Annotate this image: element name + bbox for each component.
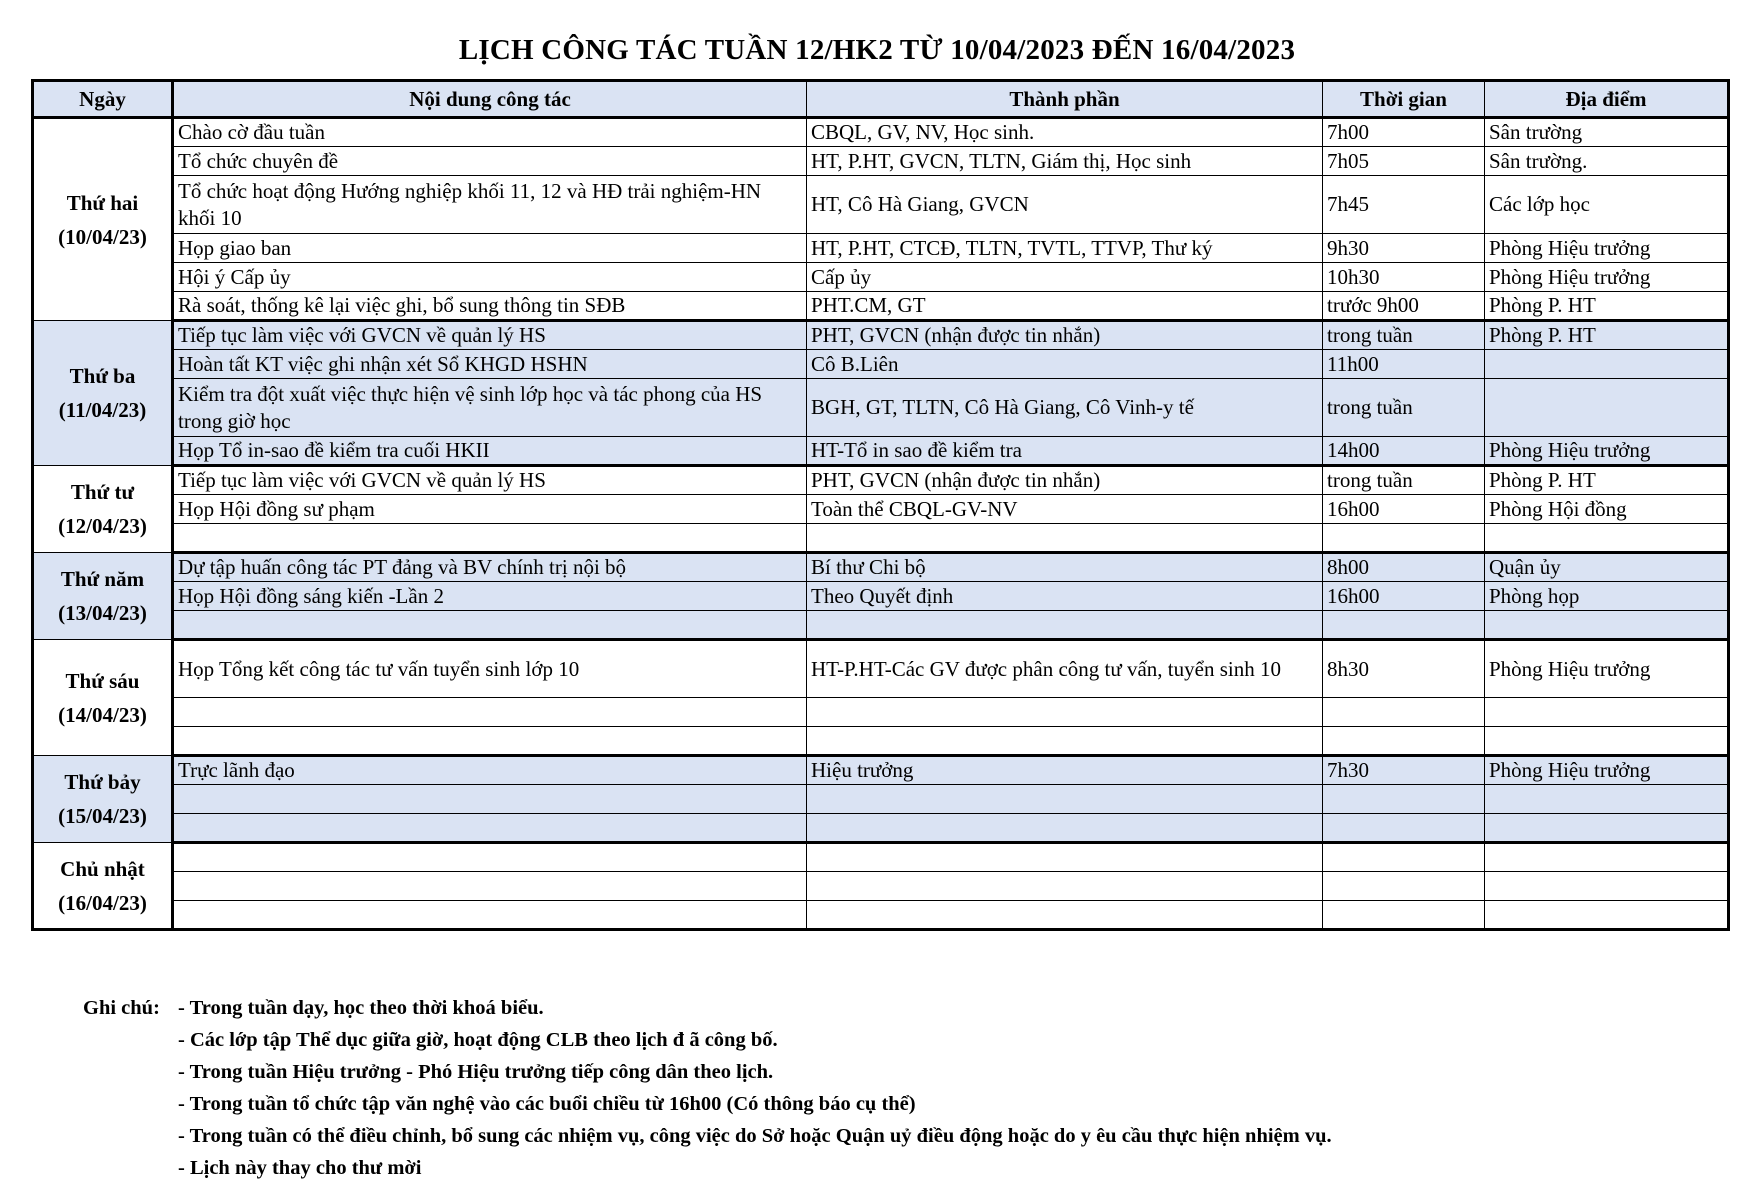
cell-members: Cấp ủy: [807, 263, 1323, 292]
cell-content: [173, 901, 807, 930]
cell-members: [807, 698, 1323, 727]
cell-place: Phòng Hiệu trưởng: [1485, 263, 1729, 292]
day-cell: [33, 640, 173, 756]
cell-time: 7h45: [1323, 176, 1485, 234]
cell-time: trong tuần: [1323, 379, 1485, 437]
note-item: - Các lớp tập Thể dục giữa giờ, hoạt động CLB theo lịch đ ã công bố.: [178, 1029, 778, 1051]
cell-content: Kiểm tra đột xuất việc thực hiện vệ sinh lớp học và tác phong của HS trong giờ học: [173, 379, 807, 437]
day-date: (12/04/23): [58, 514, 147, 538]
cell-place: Phòng Hiệu trưởng: [1485, 640, 1729, 698]
cell-content: Họp Tổng kết công tác tư vấn tuyển sinh lớp 10: [173, 640, 807, 698]
cell-content: Rà soát, thống kê lại việc ghi, bổ sung thông tin SĐB: [173, 292, 807, 321]
cell-time: 11h00: [1323, 350, 1485, 379]
table-row: [33, 872, 1729, 901]
cell-members: HT, P.HT, GVCN, TLTN, Giám thị, Học sinh: [807, 147, 1323, 176]
cell-members: PHT, GVCN (nhận được tin nhắn): [807, 466, 1323, 495]
table-row: [33, 147, 1729, 176]
cell-members: Theo Quyết định: [807, 582, 1323, 611]
table-row: [33, 843, 1729, 872]
cell-time: trong tuần: [1323, 321, 1485, 350]
cell-content: Họp Hội đồng sư phạm: [173, 495, 807, 524]
table-row: [33, 785, 1729, 814]
cell-content: Tổ chức hoạt động Hướng nghiệp khối 11, 12 và HĐ trải nghiệm-HN khối 10: [173, 176, 807, 234]
cell-members: CBQL, GV, NV, Học sinh.: [807, 118, 1323, 147]
table-row: [33, 553, 1729, 582]
table-row: [33, 756, 1729, 785]
cell-members: [807, 524, 1323, 553]
day-name: Thứ tư: [70, 480, 135, 504]
cell-time: [1323, 785, 1485, 814]
cell-place: Các lớp học: [1485, 176, 1729, 234]
cell-place: [1485, 901, 1729, 930]
cell-members: [807, 727, 1323, 756]
cell-time: 16h00: [1323, 582, 1485, 611]
cell-time: 14h00: [1323, 437, 1485, 466]
table-row: [33, 582, 1729, 611]
header-content: Nội dung công tác: [173, 81, 807, 118]
cell-place: [1485, 785, 1729, 814]
cell-place: Sân trường: [1485, 118, 1729, 147]
cell-members: [807, 785, 1323, 814]
day-date: (11/04/23): [58, 398, 147, 422]
cell-place: Phòng Hiệu trưởng: [1485, 234, 1729, 263]
cell-members: Bí thư Chi bộ: [807, 553, 1323, 582]
notes-label: Ghi chú:: [83, 997, 160, 1019]
cell-content: [173, 727, 807, 756]
cell-place: [1485, 611, 1729, 640]
schedule-table: [31, 79, 1730, 931]
table-row: [33, 437, 1729, 466]
day-date: (10/04/23): [58, 224, 147, 249]
table-row: [33, 350, 1729, 379]
cell-time: 10h30: [1323, 263, 1485, 292]
cell-members: [807, 814, 1323, 843]
cell-content: Hoàn tất KT việc ghi nhận xét Sổ KHGD HSHN: [173, 350, 807, 379]
day-cell: [33, 756, 173, 843]
cell-place: [1485, 727, 1729, 756]
cell-content: [173, 872, 807, 901]
cell-time: 8h00: [1323, 553, 1485, 582]
table-row: [33, 611, 1729, 640]
cell-place: Phòng P. HT: [1485, 466, 1729, 495]
day-name: Thứ hai: [66, 190, 139, 215]
note-item: - Trong tuần Hiệu trưởng - Phó Hiệu trưởng tiếp công dân theo lịch.: [178, 1061, 774, 1083]
cell-members: HT-P.HT-Các GV được phân công tư vấn, tuyển sinh 10: [807, 640, 1323, 698]
cell-place: Phòng Hiệu trưởng: [1485, 437, 1729, 466]
cell-content: Tiếp tục làm việc với GVCN về quản lý HS: [173, 321, 807, 350]
cell-members: Toàn thể CBQL-GV-NV: [807, 495, 1323, 524]
day-name: Chủ nhật: [60, 856, 145, 881]
note-item: - Trong tuần tổ chức tập văn nghệ vào các buổi chiều từ 16h00 (Có thông báo cụ thể): [178, 1093, 916, 1115]
cell-content: Chào cờ đầu tuần: [173, 118, 807, 147]
cell-time: [1323, 524, 1485, 553]
cell-content: Dự tập huấn công tác PT đảng và BV chính trị nội bộ: [173, 553, 807, 582]
cell-content: Họp giao ban: [173, 234, 807, 263]
cell-place: Phòng Hội đồng: [1485, 495, 1729, 524]
table-row: [33, 495, 1729, 524]
cell-members: HT, Cô Hà Giang, GVCN: [807, 176, 1323, 234]
cell-time: trước 9h00: [1323, 292, 1485, 321]
day-cell: [33, 466, 173, 553]
cell-time: [1323, 814, 1485, 843]
cell-content: Hội ý Cấp ủy: [173, 263, 807, 292]
cell-time: 7h30: [1323, 756, 1485, 785]
cell-place: [1485, 814, 1729, 843]
cell-content: [173, 814, 807, 843]
cell-place: Phòng họp: [1485, 582, 1729, 611]
table-row: [33, 263, 1729, 292]
table-row: [33, 466, 1729, 495]
note-item: - Trong tuần có thể điều chỉnh, bổ sung các nhiệm vụ, công việc do Sở hoặc Quận uỷ điều động hoặc do y êu cầu thực hiện nhiệm vụ.: [178, 1125, 1332, 1147]
cell-time: [1323, 727, 1485, 756]
table-row: [33, 814, 1729, 843]
cell-members: HT, P.HT, CTCĐ, TLTN, TVTL, TTVP, Thư ký: [807, 234, 1323, 263]
cell-place: [1485, 524, 1729, 553]
cell-place: [1485, 698, 1729, 727]
day-cell: [33, 118, 173, 321]
cell-time: [1323, 698, 1485, 727]
table-row: [33, 640, 1729, 698]
cell-content: Tiếp tục làm việc với GVCN về quản lý HS: [173, 466, 807, 495]
notes-section: [83, 992, 1332, 1184]
table-header-row: [33, 81, 1729, 118]
cell-place: Phòng P. HT: [1485, 321, 1729, 350]
table-row: [33, 176, 1729, 234]
day-cell: [33, 553, 173, 640]
day-date: (15/04/23): [58, 804, 147, 828]
cell-content: Họp Tổ in-sao đề kiểm tra cuối HKII: [173, 437, 807, 466]
cell-place: [1485, 872, 1729, 901]
cell-members: BGH, GT, TLTN, Cô Hà Giang, Cô Vinh-y tế: [807, 379, 1323, 437]
cell-place: Phòng P. HT: [1485, 292, 1729, 321]
cell-place: Quận ủy: [1485, 553, 1729, 582]
table-row: [33, 524, 1729, 553]
header-time: Thời gian: [1323, 81, 1485, 118]
table-row: [33, 901, 1729, 930]
cell-members: [807, 901, 1323, 930]
note-item: - Trong tuần dạy, học theo thời khoá biểu.: [178, 997, 544, 1019]
cell-time: trong tuần: [1323, 466, 1485, 495]
cell-members: PHT, GVCN (nhận được tin nhắn): [807, 321, 1323, 350]
cell-content: Họp Hội đồng sáng kiến -Lần 2: [173, 582, 807, 611]
cell-members: PHT.CM, GT: [807, 292, 1323, 321]
cell-time: 16h00: [1323, 495, 1485, 524]
cell-content: [173, 524, 807, 553]
cell-content: [173, 698, 807, 727]
cell-time: [1323, 901, 1485, 930]
notes-list: [83, 992, 1332, 1184]
day-cell: [33, 321, 173, 466]
cell-time: [1323, 611, 1485, 640]
day-name: Thứ sáu: [65, 668, 140, 693]
day-date: (13/04/23): [58, 601, 147, 625]
header-members: Thành phần: [807, 81, 1323, 118]
cell-members: [807, 611, 1323, 640]
cell-time: [1323, 872, 1485, 901]
table-row: [33, 321, 1729, 350]
cell-place: Phòng Hiệu trưởng: [1485, 756, 1729, 785]
table-row: [33, 698, 1729, 727]
cell-time: 9h30: [1323, 234, 1485, 263]
cell-content: [173, 611, 807, 640]
day-name: Thứ năm: [60, 567, 145, 591]
cell-members: HT-Tổ in sao đề kiểm tra: [807, 437, 1323, 466]
cell-place: Sân trường.: [1485, 147, 1729, 176]
cell-place: [1485, 350, 1729, 379]
table-row: [33, 727, 1729, 756]
cell-time: 7h05: [1323, 147, 1485, 176]
table-row: [33, 234, 1729, 263]
schedule-body: [33, 118, 1729, 930]
day-date: (14/04/23): [58, 702, 147, 727]
table-row: [33, 292, 1729, 321]
day-name: Thứ bảy: [64, 770, 141, 794]
header-day: Ngày: [33, 81, 173, 118]
cell-content: [173, 843, 807, 872]
header-place: Địa điểm: [1485, 81, 1729, 118]
cell-place: [1485, 843, 1729, 872]
cell-time: 7h00: [1323, 118, 1485, 147]
cell-content: Tổ chức chuyên đề: [173, 147, 807, 176]
day-cell: [33, 843, 173, 930]
day-date: (16/04/23): [58, 890, 147, 915]
table-row: [33, 379, 1729, 437]
cell-members: Hiệu trưởng: [807, 756, 1323, 785]
note-item: - Lịch này thay cho thư mời: [178, 1157, 422, 1179]
cell-time: [1323, 843, 1485, 872]
cell-members: Cô B.Liên: [807, 350, 1323, 379]
page-title: LỊCH CÔNG TÁC TUẦN 12/HK2 TỪ 10/04/2023 ĐẾN 16/04/2023: [458, 34, 1296, 66]
cell-content: Trực lãnh đạo: [173, 756, 807, 785]
cell-time: 8h30: [1323, 640, 1485, 698]
cell-content: [173, 785, 807, 814]
cell-members: [807, 843, 1323, 872]
cell-place: [1485, 379, 1729, 437]
day-name: Thứ ba: [69, 364, 136, 388]
table-row: [33, 118, 1729, 147]
cell-members: [807, 872, 1323, 901]
